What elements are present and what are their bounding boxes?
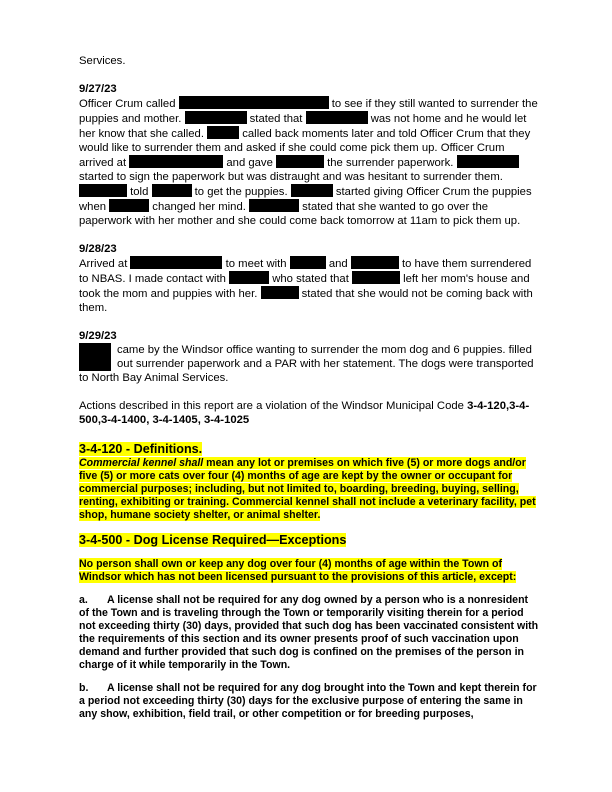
redaction: [130, 256, 222, 269]
code-references: 3-4-120,3-4-500,3-4-1400, 3-4-1405, 3-4-1025: [79, 400, 530, 426]
redaction: [152, 184, 192, 197]
redaction: [207, 126, 239, 139]
redaction: [179, 96, 329, 109]
entry-date: 9/28/23: [79, 243, 117, 255]
redaction: [79, 343, 111, 371]
entry-text: came by the Windsor office wanting to surrender the mom dog and 6 puppies. filled out surrender paperwork and a PAR with her statement. The dogs were transported to North Bay Animal Services.: [79, 344, 534, 384]
redaction: [351, 256, 399, 269]
subsection-b: b. A license shall not be required for any dog brought into the Town and kept therein for a period not exceeding thirty (30) days for the exclusive purpose of entering the same in any show, exhibition, field trail, or other competition or for breeding purposes,: [79, 682, 537, 720]
entry-text: Officer Crum called to see if they still wanted to surrender the puppies and mother. stated that was not home and he would let her know that she called. called back moments later and told Officer Crum that they would like to surrender them and asked if she could come pick them up. Officer Crum arrived at and gave the surrender paperwork. started to sign the paperwork but was distraught and was hesitant to surrender them. told to get the puppies. started giving Officer Crum the puppies when changed her mind. stated that she wanted to go over the paperwork with her mother and she could come back tomorrow at 11am to pick them up.: [79, 98, 538, 227]
redaction: [457, 155, 519, 168]
actions-text: Actions described in this report are a violation of the Windsor Municipal Code 3-4-120,3-4-500,3-4-1400, 3-4-1405, 3-4-1025: [79, 400, 530, 426]
redaction: [229, 271, 269, 284]
redaction: [352, 271, 400, 284]
redaction: [261, 286, 299, 299]
section-body: Commercial kennel shall mean any lot or premises on which five (5) or more dogs and/or five (5) or more cats over four (4) months of age are kept by the owner or occupant for commercial purposes; including, but not limited to, boarding, breeding, buying, selling, renting, exhibiting or training. Commercial kennel shall not include a veterinary facility, pet shop, humane society shelter, or animal shelter.: [79, 457, 536, 521]
section-heading: 3-4-120 - Definitions.: [79, 442, 203, 456]
subsection-a: a. A license shall not be required for any dog owned by a person who is a nonresident of the Town and is traveling through the Town or temporarily visiting therein for a period not exceeding thirty (30) days, provided that such dog has been vaccinated consistent with the requirements of this section and its owner presents proof of such vaccination upon demand and further provided that such dog is confined on the premises of the person in charge of it while temporarily in the Town.: [79, 594, 539, 671]
redaction: [290, 256, 326, 269]
redaction: [291, 184, 333, 197]
redaction: [185, 111, 247, 124]
redaction: [306, 111, 368, 124]
redaction: [249, 199, 299, 212]
section-heading: 3-4-500 - Dog License Required—Exceptions: [79, 533, 347, 547]
redaction: [276, 155, 324, 168]
section-body: No person shall own or keep any dog over four (4) months of age within the Town of Windsor which has not been licensed pursuant to the provisions of this article, except:: [79, 558, 517, 583]
document-page: [79, 54, 539, 721]
redaction: [109, 199, 149, 212]
redaction: [79, 184, 127, 197]
entry-date: 9/29/23: [79, 330, 117, 342]
redaction: [129, 155, 223, 168]
entry-text: Arrived at to meet with and to have them surrendered to NBAS. I made contact with who stated that left her mom's house and took the mom and puppies with her. stated that she would not be coming back with them.: [79, 258, 533, 314]
entry-date: 9/27/23: [79, 83, 117, 95]
intro-text: Services.: [79, 55, 126, 67]
